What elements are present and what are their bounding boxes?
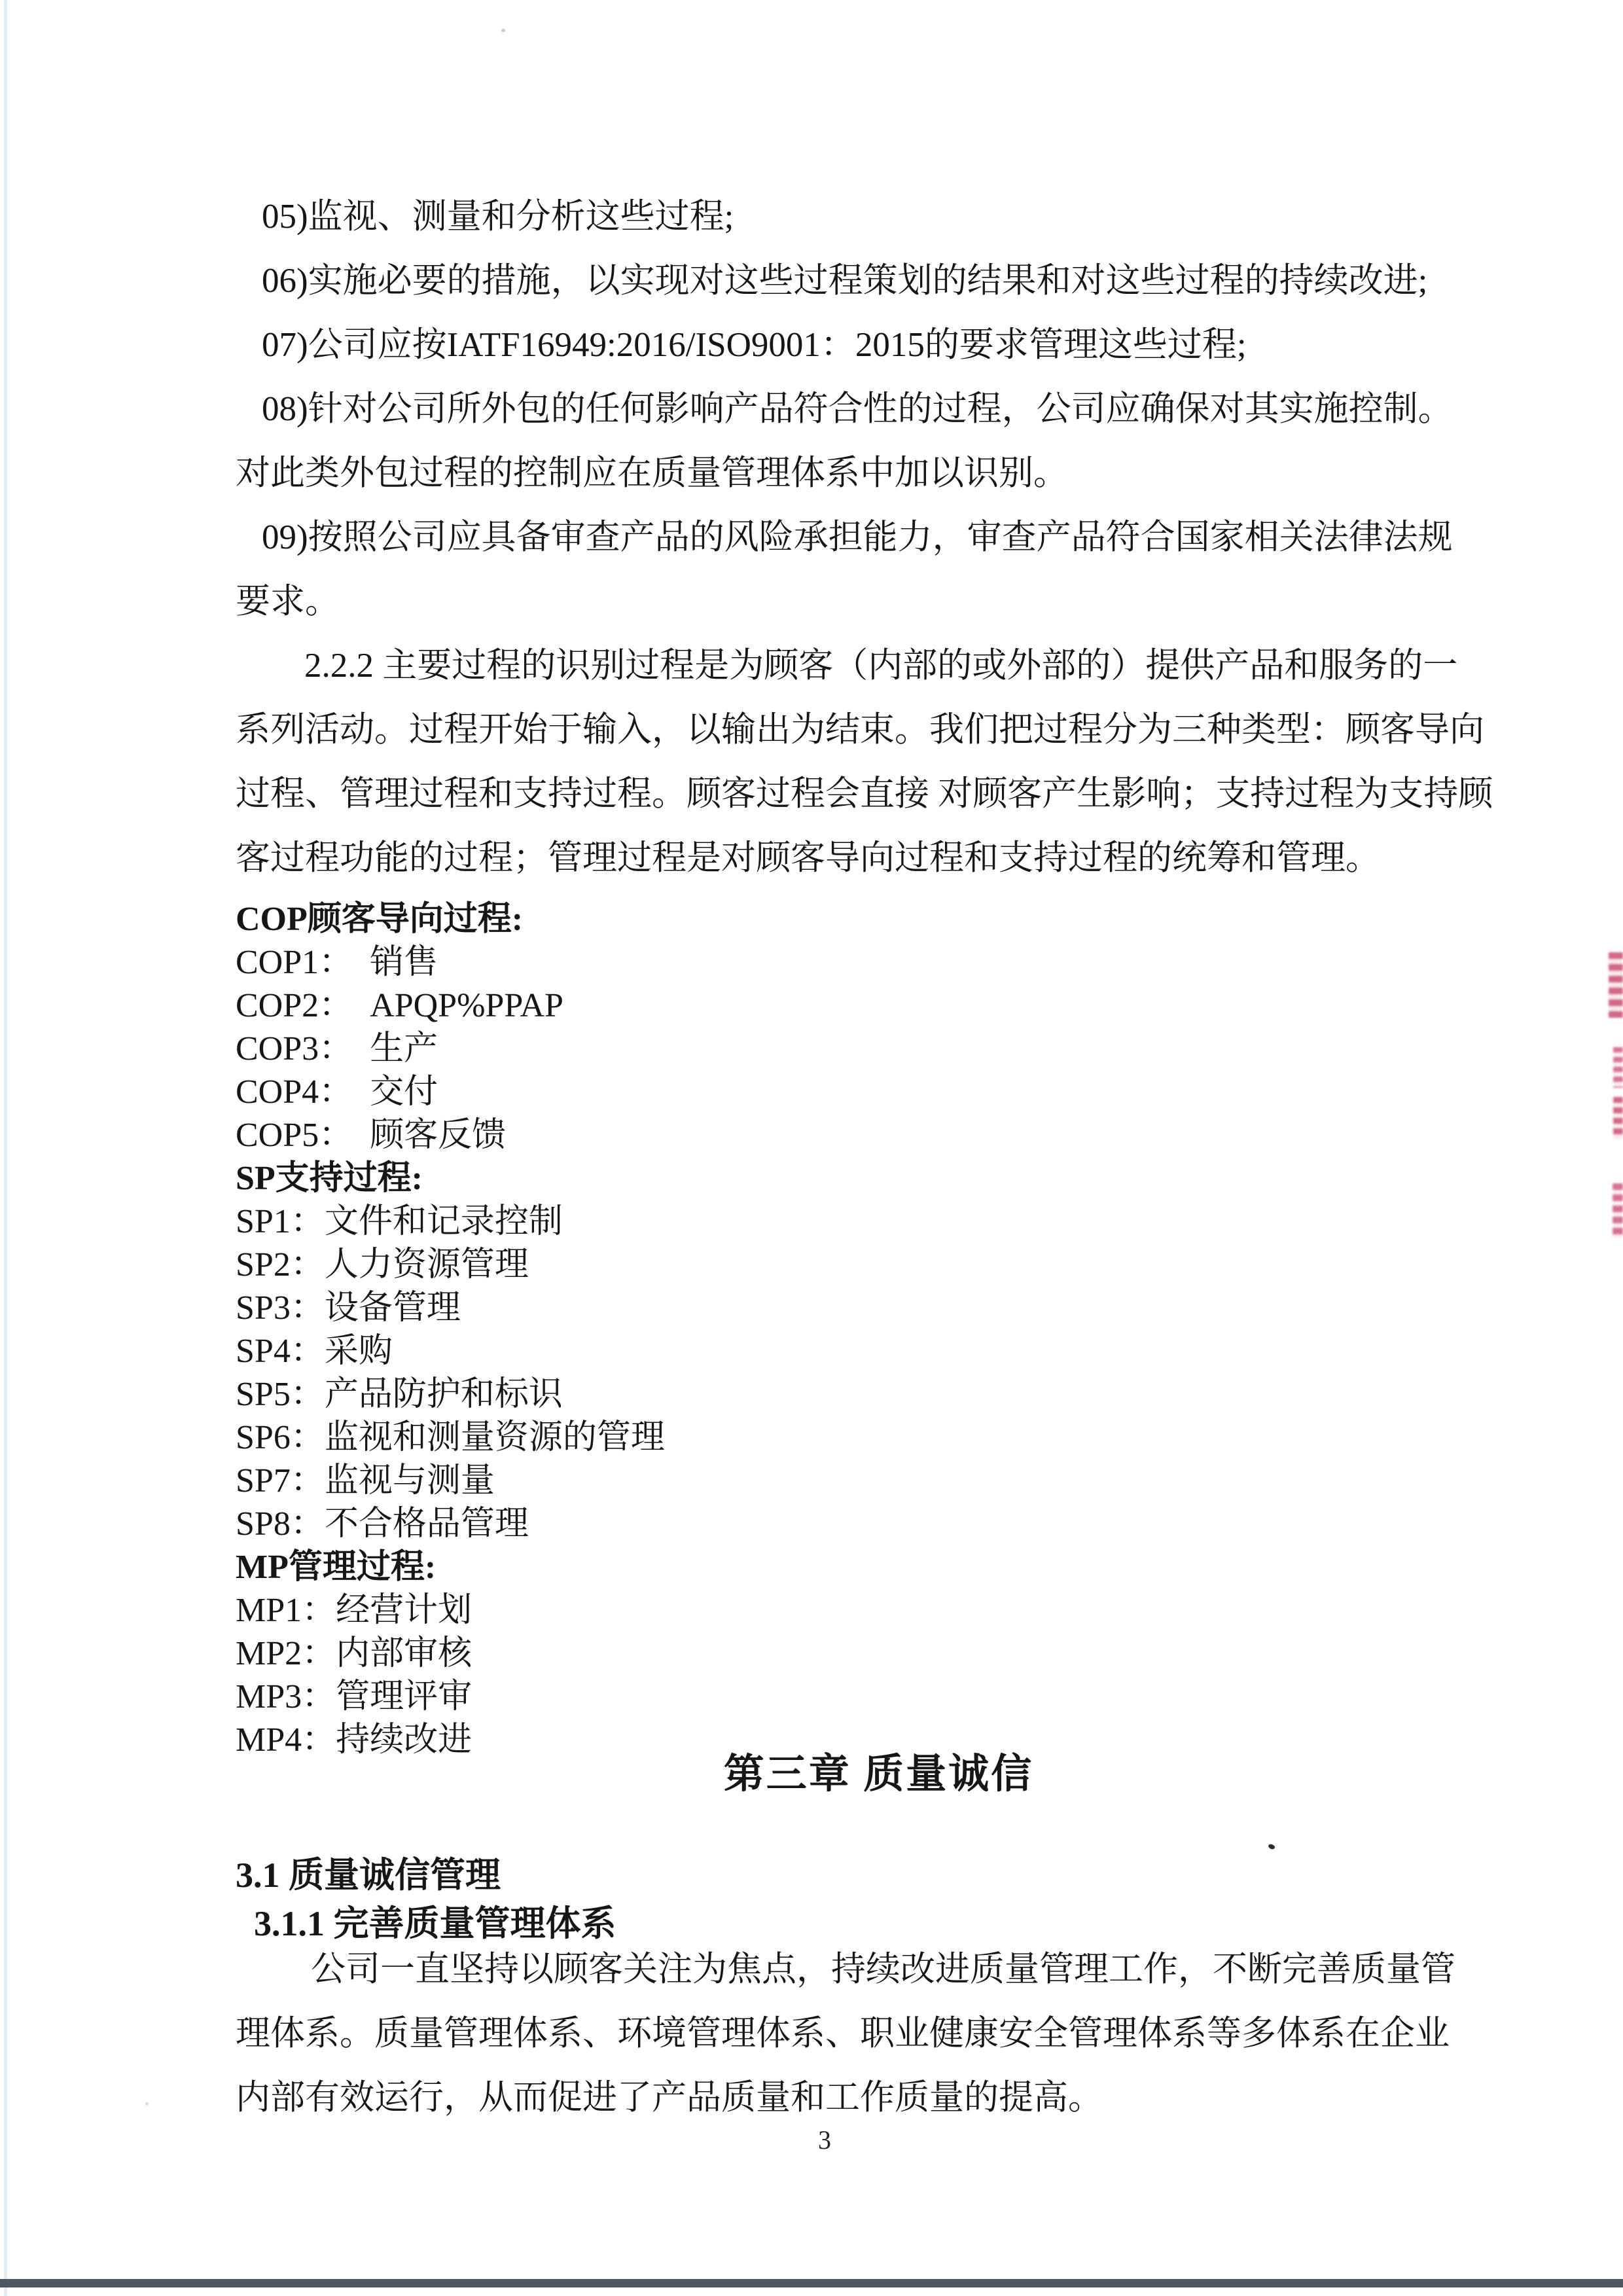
numbered-item-06: 06)实施必要的措施，以实现对这些过程策划的结果和对这些过程的持续改进;: [262, 262, 1428, 300]
mp-list-item: MP4：持续改进: [236, 1721, 473, 1759]
cop-list-item: COP4： 交付: [236, 1073, 438, 1111]
numbered-item-07: 07)公司应按IATF16949:2016/ISO9001：2015的要求管理这些过程;: [262, 326, 1247, 364]
mp-list: [236, 1589, 1522, 1762]
cop-list-item: COP5： 顾客反馈: [236, 1117, 507, 1154]
numbered-item-08: 08)针对公司所外包的任何影响产品符合性的过程，公司应确保对其实施控制。: [262, 390, 1453, 428]
sp-list-item: SP1：文件和记录控制: [236, 1203, 563, 1240]
sp-list: [236, 1200, 1522, 1546]
red-stamp-fragment: [1613, 1183, 1623, 1238]
closing-paragraph-line: 公司一直坚持以顾客关注为焦点，持续改进质量管理工作，不断完善质量管: [311, 1950, 1455, 1988]
numbered-item-08-continuation: 对此类外包过程的控制应在质量管理体系中加以识别。: [236, 454, 1068, 492]
numbered-item-09: 09)按照公司应具备审查产品的风险承担能力，审查产品符合国家相关法律法规: [262, 518, 1453, 556]
sp-list-heading: SP支持过程:: [236, 1160, 423, 1197]
sp-list-item: SP8：不合格品管理: [236, 1505, 529, 1543]
paragraph-222-line: 过程、管理过程和支持过程。顾客过程会直接 对顾客产生影响；支持过程为支持顾: [236, 775, 1493, 813]
numbered-item-05: 05)监视、测量和分析这些过程;: [262, 198, 734, 236]
scan-left-edge-line: [4, 0, 7, 2296]
scan-speck: [501, 29, 505, 32]
mp-list-item: MP2：内部审核: [236, 1635, 473, 1672]
sp-list-item: SP6：监视和测量资源的管理: [236, 1419, 665, 1456]
mp-list-item: MP1：经营计划: [236, 1592, 473, 1629]
paragraph-222-line: 2.2.2 主要过程的识别过程是为顾客（内部的或外部的）提供产品和服务的一: [304, 647, 1458, 685]
red-stamp-fragment: [1613, 1097, 1623, 1139]
scan-speck: [145, 2102, 149, 2106]
closing-paragraph: [236, 1937, 1522, 2130]
cop-list-item: COP2： APQP%PPAP: [236, 987, 563, 1024]
red-stamp-fragment: [1609, 952, 1623, 1018]
section-heading-3-1-1: 3.1.1 完善质量管理体系: [254, 1904, 616, 1943]
cop-list-heading: COP顾客导向过程:: [236, 901, 524, 938]
section-heading-3-1: 3.1 质量诚信管理: [236, 1856, 501, 1895]
scan-speck: [1268, 1843, 1275, 1850]
paragraph-222-line: 系列活动。过程开始于输入，以输出为结束。我们把过程分为三种类型：顾客导向: [236, 711, 1484, 749]
cop-list-item: COP1： 销售: [236, 944, 438, 981]
sp-list-item: SP4：采购: [236, 1333, 393, 1370]
closing-paragraph-line: 内部有效运行，从而促进了产品质量和工作质量的提高。: [236, 2079, 1103, 2117]
sp-list-item: SP3：设备管理: [236, 1289, 461, 1327]
sp-list-item: SP7：监视与测量: [236, 1462, 495, 1499]
closing-paragraph-line: 理体系。质量管理体系、环境管理体系、职业健康安全管理体系等多体系在企业: [236, 2015, 1450, 2053]
cop-list-item: COP3： 生产: [236, 1030, 438, 1067]
cop-list: [236, 941, 1522, 1157]
paragraph-222-line: 客过程功能的过程；管理过程是对顾客导向过程和支持过程的统筹和管理。: [236, 839, 1380, 877]
page-number: 3: [818, 2125, 831, 2155]
sp-list-item: SP2：人力资源管理: [236, 1246, 529, 1283]
sp-list-item: SP5：产品防护和标识: [236, 1376, 563, 1413]
mp-list-item: MP3：管理评审: [236, 1678, 473, 1715]
chapter-title: 第三章 质量诚信: [723, 1752, 1034, 1797]
process-lists: [236, 898, 1522, 1762]
body-paragraphs: [236, 185, 1522, 890]
scan-bottom-edge-line: [0, 2279, 1623, 2287]
red-stamp-fragment: [1613, 1047, 1623, 1088]
numbered-item-09-continuation: 要求。: [236, 583, 340, 620]
mp-list-heading: MP管理过程:: [236, 1549, 437, 1586]
